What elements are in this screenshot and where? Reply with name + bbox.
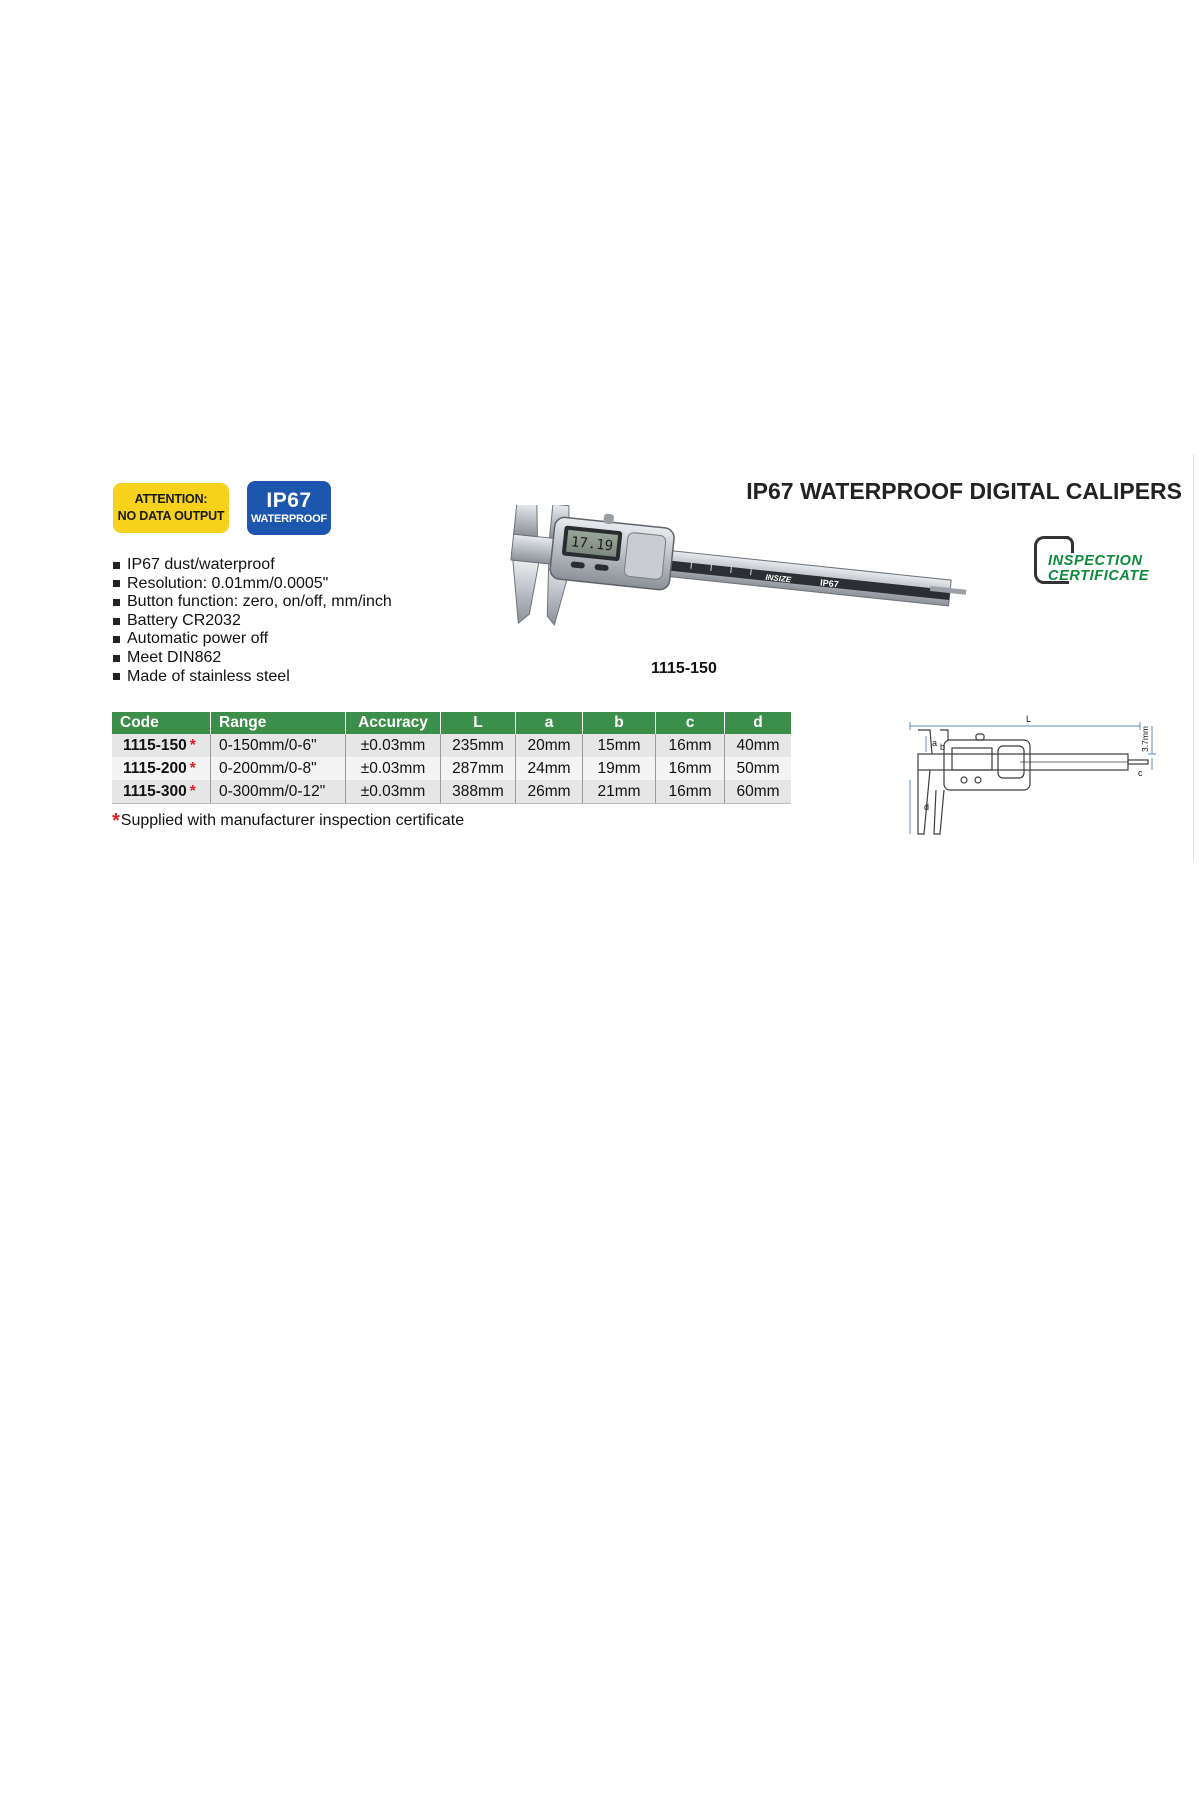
feature-text: Meet DIN862 xyxy=(127,648,222,666)
feature-list xyxy=(113,556,392,686)
cell-accuracy: ±0.03mm xyxy=(346,780,441,804)
attention-line-2: NO DATA OUTPUT xyxy=(117,509,225,523)
header-range: Range xyxy=(211,712,346,734)
certificate-line-1: INSPECTION xyxy=(1048,553,1143,569)
bullet-icon xyxy=(113,636,120,643)
header-d: d xyxy=(725,712,792,734)
label-l: L xyxy=(1026,714,1032,724)
cell-code xyxy=(112,734,211,757)
star-icon: * xyxy=(189,736,196,754)
star-icon: * xyxy=(189,782,196,800)
cell-b: 19mm xyxy=(583,757,656,780)
cell-d: 40mm xyxy=(725,734,792,757)
certificate-text xyxy=(1048,554,1149,584)
feature-item xyxy=(113,575,392,594)
table-row xyxy=(112,734,791,757)
cell-code xyxy=(112,757,211,780)
model-caption: 1115-150 xyxy=(651,660,717,677)
feature-item xyxy=(113,649,392,668)
bullet-icon xyxy=(113,618,120,625)
certificate-line-2: CERTIFICATE xyxy=(1048,568,1150,584)
bullet-icon xyxy=(113,562,120,569)
code-text: 1115-200 xyxy=(123,759,187,777)
feature-item xyxy=(113,556,392,575)
header-b: b xyxy=(583,712,656,734)
cell-c: 16mm xyxy=(656,757,725,780)
attention-badge xyxy=(113,483,229,533)
label-c: c xyxy=(1138,768,1143,778)
cell-d: 60mm xyxy=(725,780,792,804)
feature-text: Automatic power off xyxy=(127,630,269,648)
bullet-icon xyxy=(113,655,120,662)
footnote-star-icon: * xyxy=(112,810,120,832)
cell-range: 0-150mm/0-6" xyxy=(211,734,346,757)
cell-range: 0-300mm/0-12" xyxy=(211,780,346,804)
footnote-text: Supplied with manufacturer inspection certificate xyxy=(120,812,465,829)
cell-l: 388mm xyxy=(441,780,516,804)
page-title: IP67 WATERPROOF DIGITAL CALIPERS xyxy=(746,478,1182,504)
header-c: c xyxy=(656,712,725,734)
feature-text: Button function: zero, on/off, mm/inch xyxy=(127,593,392,611)
feature-text: Battery CR2032 xyxy=(127,611,241,629)
cell-l: 235mm xyxy=(441,734,516,757)
cell-a: 20mm xyxy=(516,734,583,757)
code-text: 1115-150 xyxy=(123,736,187,754)
label-a: a xyxy=(932,738,938,748)
cell-c: 16mm xyxy=(656,734,725,757)
page-edge-divider xyxy=(1193,455,1194,860)
caliper-product-photo xyxy=(490,505,970,655)
dimension-drawing xyxy=(900,700,1160,840)
feature-item xyxy=(113,593,392,612)
brand-mark: INSIZE xyxy=(765,572,792,585)
spec-table xyxy=(112,712,791,804)
bullet-icon xyxy=(113,580,120,587)
ip67-waterproof-badge xyxy=(247,481,331,535)
label-thickness: 3.7mm xyxy=(1140,726,1150,752)
cell-b: 15mm xyxy=(583,734,656,757)
cell-d: 50mm xyxy=(725,757,792,780)
feature-item xyxy=(113,612,392,631)
cell-c: 16mm xyxy=(656,780,725,804)
cell-code xyxy=(112,780,211,804)
cell-accuracy: ±0.03mm xyxy=(346,734,441,757)
feature-text: Made of stainless steel xyxy=(127,667,290,685)
star-icon: * xyxy=(189,759,196,777)
feature-text: IP67 dust/waterproof xyxy=(127,556,275,573)
header-code: Code xyxy=(112,712,211,734)
feature-text: Resolution: 0.01mm/0.0005" xyxy=(127,574,329,592)
table-row xyxy=(112,757,791,780)
cell-l: 287mm xyxy=(441,757,516,780)
footnote xyxy=(112,810,464,833)
attention-line-1: ATTENTION: xyxy=(134,492,208,506)
ip-rating: IP67 xyxy=(266,489,312,512)
body-mark: IP67 xyxy=(819,577,840,590)
bullet-icon xyxy=(113,599,120,606)
lcd-reading: 17.19 xyxy=(570,534,614,555)
cell-range: 0-200mm/0-8" xyxy=(211,757,346,780)
header-l: L xyxy=(441,712,516,734)
cell-a: 24mm xyxy=(516,757,583,780)
cell-a: 26mm xyxy=(516,780,583,804)
inspection-certificate-logo xyxy=(1034,536,1174,584)
feature-item xyxy=(113,630,392,649)
header-a: a xyxy=(516,712,583,734)
feature-item xyxy=(113,668,392,687)
table-header-row xyxy=(112,712,791,734)
cell-accuracy: ±0.03mm xyxy=(346,757,441,780)
cell-b: 21mm xyxy=(583,780,656,804)
ip-subtitle: WATERPROOF xyxy=(250,513,327,525)
bullet-icon xyxy=(113,673,120,680)
header-accuracy: Accuracy xyxy=(346,712,441,734)
table-row xyxy=(112,780,791,804)
label-b: b xyxy=(940,742,946,752)
code-text: 1115-300 xyxy=(123,782,187,800)
label-d: d xyxy=(924,802,930,812)
